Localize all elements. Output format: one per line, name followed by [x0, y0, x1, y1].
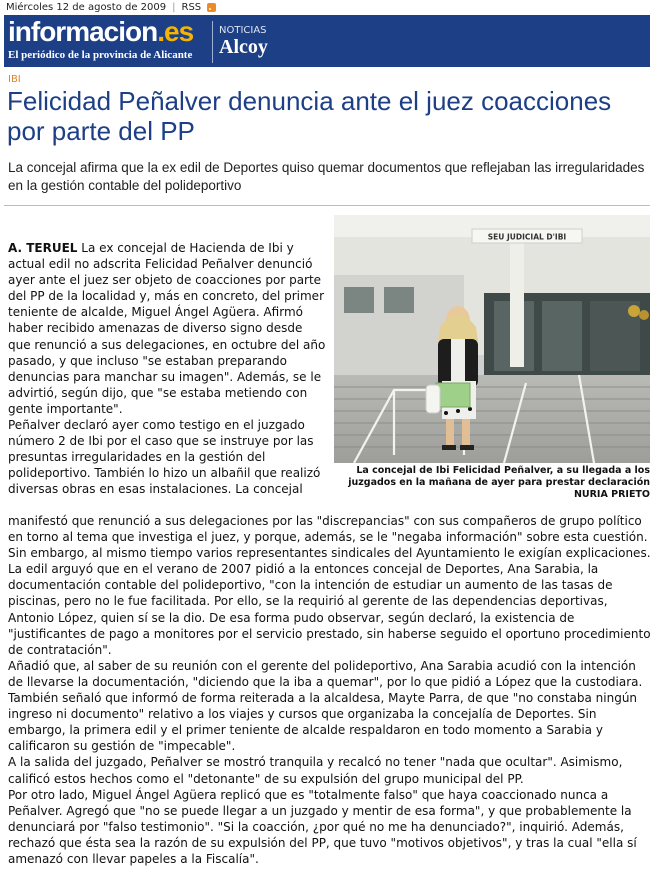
article-paragraph-6: A la salida del juzgado, Peñalver se mostró tranquila y recalcó no tener "nada que ocultar". Asimismo, calificó estos hechos como el "detonante" de su expulsión del grupo municipal del PP.	[8, 755, 623, 786]
logo-wordmark	[8, 17, 193, 47]
article-photo[interactable]	[334, 215, 650, 463]
edition-date: Miércoles 12 de agosto de 2009	[6, 1, 167, 13]
subhead-divider	[4, 205, 650, 206]
topbar-separator: |	[172, 1, 176, 13]
article-paragraph-1	[8, 240, 326, 417]
rss-link[interactable]: RSS	[181, 1, 202, 13]
article-paragraph-3: manifestó que renunció a sus delegaciones por las "discrepancias" con sus compañeros de grupo político en torno al tema que investiga el juez, y porque, además, se le "negaba información" sobre esta cuestión. Sin embargo, al mismo tiempo varios representantes sindicales del Ayuntamiento le exigían explicaciones.	[8, 514, 651, 561]
article-headline: Felicidad Peñalver denuncia ante el juez coacciones por parte del PP	[7, 86, 612, 146]
site-logo[interactable]	[8, 17, 193, 62]
section-kicker[interactable]: NOTICIAS	[219, 25, 267, 36]
site-tagline: El periódico de la provincia de Alicante	[8, 49, 193, 61]
masthead-divider	[212, 21, 213, 63]
section-city[interactable]: Alcoy	[219, 36, 268, 58]
article-body-column	[8, 240, 326, 498]
article-paragraph-5: Añadió que, al saber de su reunión con el gerente del polideportivo, Ana Sarabia acudió con la intención de llevarse la documentación, "diciendo que la iba a quemar", por lo que pidió a López que la custodiara. También señaló que informó de forma reiterada a la alcaldesa, Mayte Parra, de que "no constaba ningún ingreso ni documento" relativo a los viajes y cursos que organizaba la concejalía de Deportes. Sin embargo, la primera edil y el primer teniente de alcalde respaldaron en todo momento a Sarabia y calificaron su gestión de "impecable".	[8, 658, 643, 754]
courthouse-photo-image	[334, 215, 650, 463]
article-paragraph-4: La edil arguyó que en el verano de 2007 pidió a la entonces concejal de Deportes, Ana Sarabia, la documentación contable del polideportivo, "con la intención de estudiar un aumento de las tasas de piscinas, pero no le fue facilitada. Por ello, se la requirió al gerente de las dependencias deportivas, Antonio López, quien sí se la dio. De esa forma pudo observar, según declaró, la existencia de "justificantes de pago a monitores por el servicio prestado, sin haberse seguido el oportuno procedimiento de contratación".	[8, 562, 651, 657]
rss-icon[interactable]	[207, 3, 216, 12]
photo-caption: La concejal de Ibi Felicidad Peñalver, a su llegada a los juzgados en la mañana de ayer para prestar declaración NURIA PRIETO	[348, 465, 650, 500]
section-header	[219, 25, 268, 58]
article-paragraph-7: Por otro lado, Miguel Ángel Agüera replicó que es "totalmente falso" que haya coaccionado nunca a Peñalver. Agregó que "no se puede llegar a un juzgado y mentir de esa forma", y que probablemente la denunciará por "falso testimonio". "Si la coacción, ¿por qué no me ha denunciado?", inquirió. Además, rechazó que ésta sea la razón de su expulsión del PP, que tuvo "motivos objetivos", y tras la cual "ella sí amenazó con llevar papeles a la Fiscalía".	[8, 787, 637, 866]
article-subhead: La concejal afirma que la ex edil de Deportes quiso quemar documentos que reflejaban las irregularidades en la gestión contable del polideportivo	[8, 160, 645, 193]
courthouse-sign: SEU JUDICIAL D'IBI	[487, 232, 567, 242]
article-body-full	[8, 513, 652, 867]
article-category[interactable]: IBI	[8, 74, 21, 85]
logo-suffix: .es	[157, 16, 194, 47]
article-author: A. TERUEL	[8, 241, 78, 255]
paragraph-text: La ex concejal de Hacienda de Ibi y actual edil no adscrita Felicidad Peñalver denunció ayer ante el juez ser objeto de coacciones por parte del PP de la localidad y, más en concreto, del primer teniente de alcalde, Miguel Ángel Agüera. Afirmó haber recibido amenazas de diverso signo desde que renunció a sus delegaciones, en octubre del año pasado, y que incluso "se estaban preparando denuncias para manchar su imagen". Además, se le advirtió, según dijo, que "se estaba metiendo con gente importante".	[8, 241, 326, 416]
article-paragraph-2: Peñalver declaró ayer como testigo en el juzgado número 2 de Ibi por el caso que se instruye por las presuntas irregularidades en la gestión del polideportivo. También lo hizo un albañil que realizó diversas obras en esas instalaciones. La concejal	[8, 418, 321, 497]
masthead	[4, 15, 650, 67]
logo-main: informacion	[8, 16, 158, 47]
topbar	[6, 0, 216, 14]
